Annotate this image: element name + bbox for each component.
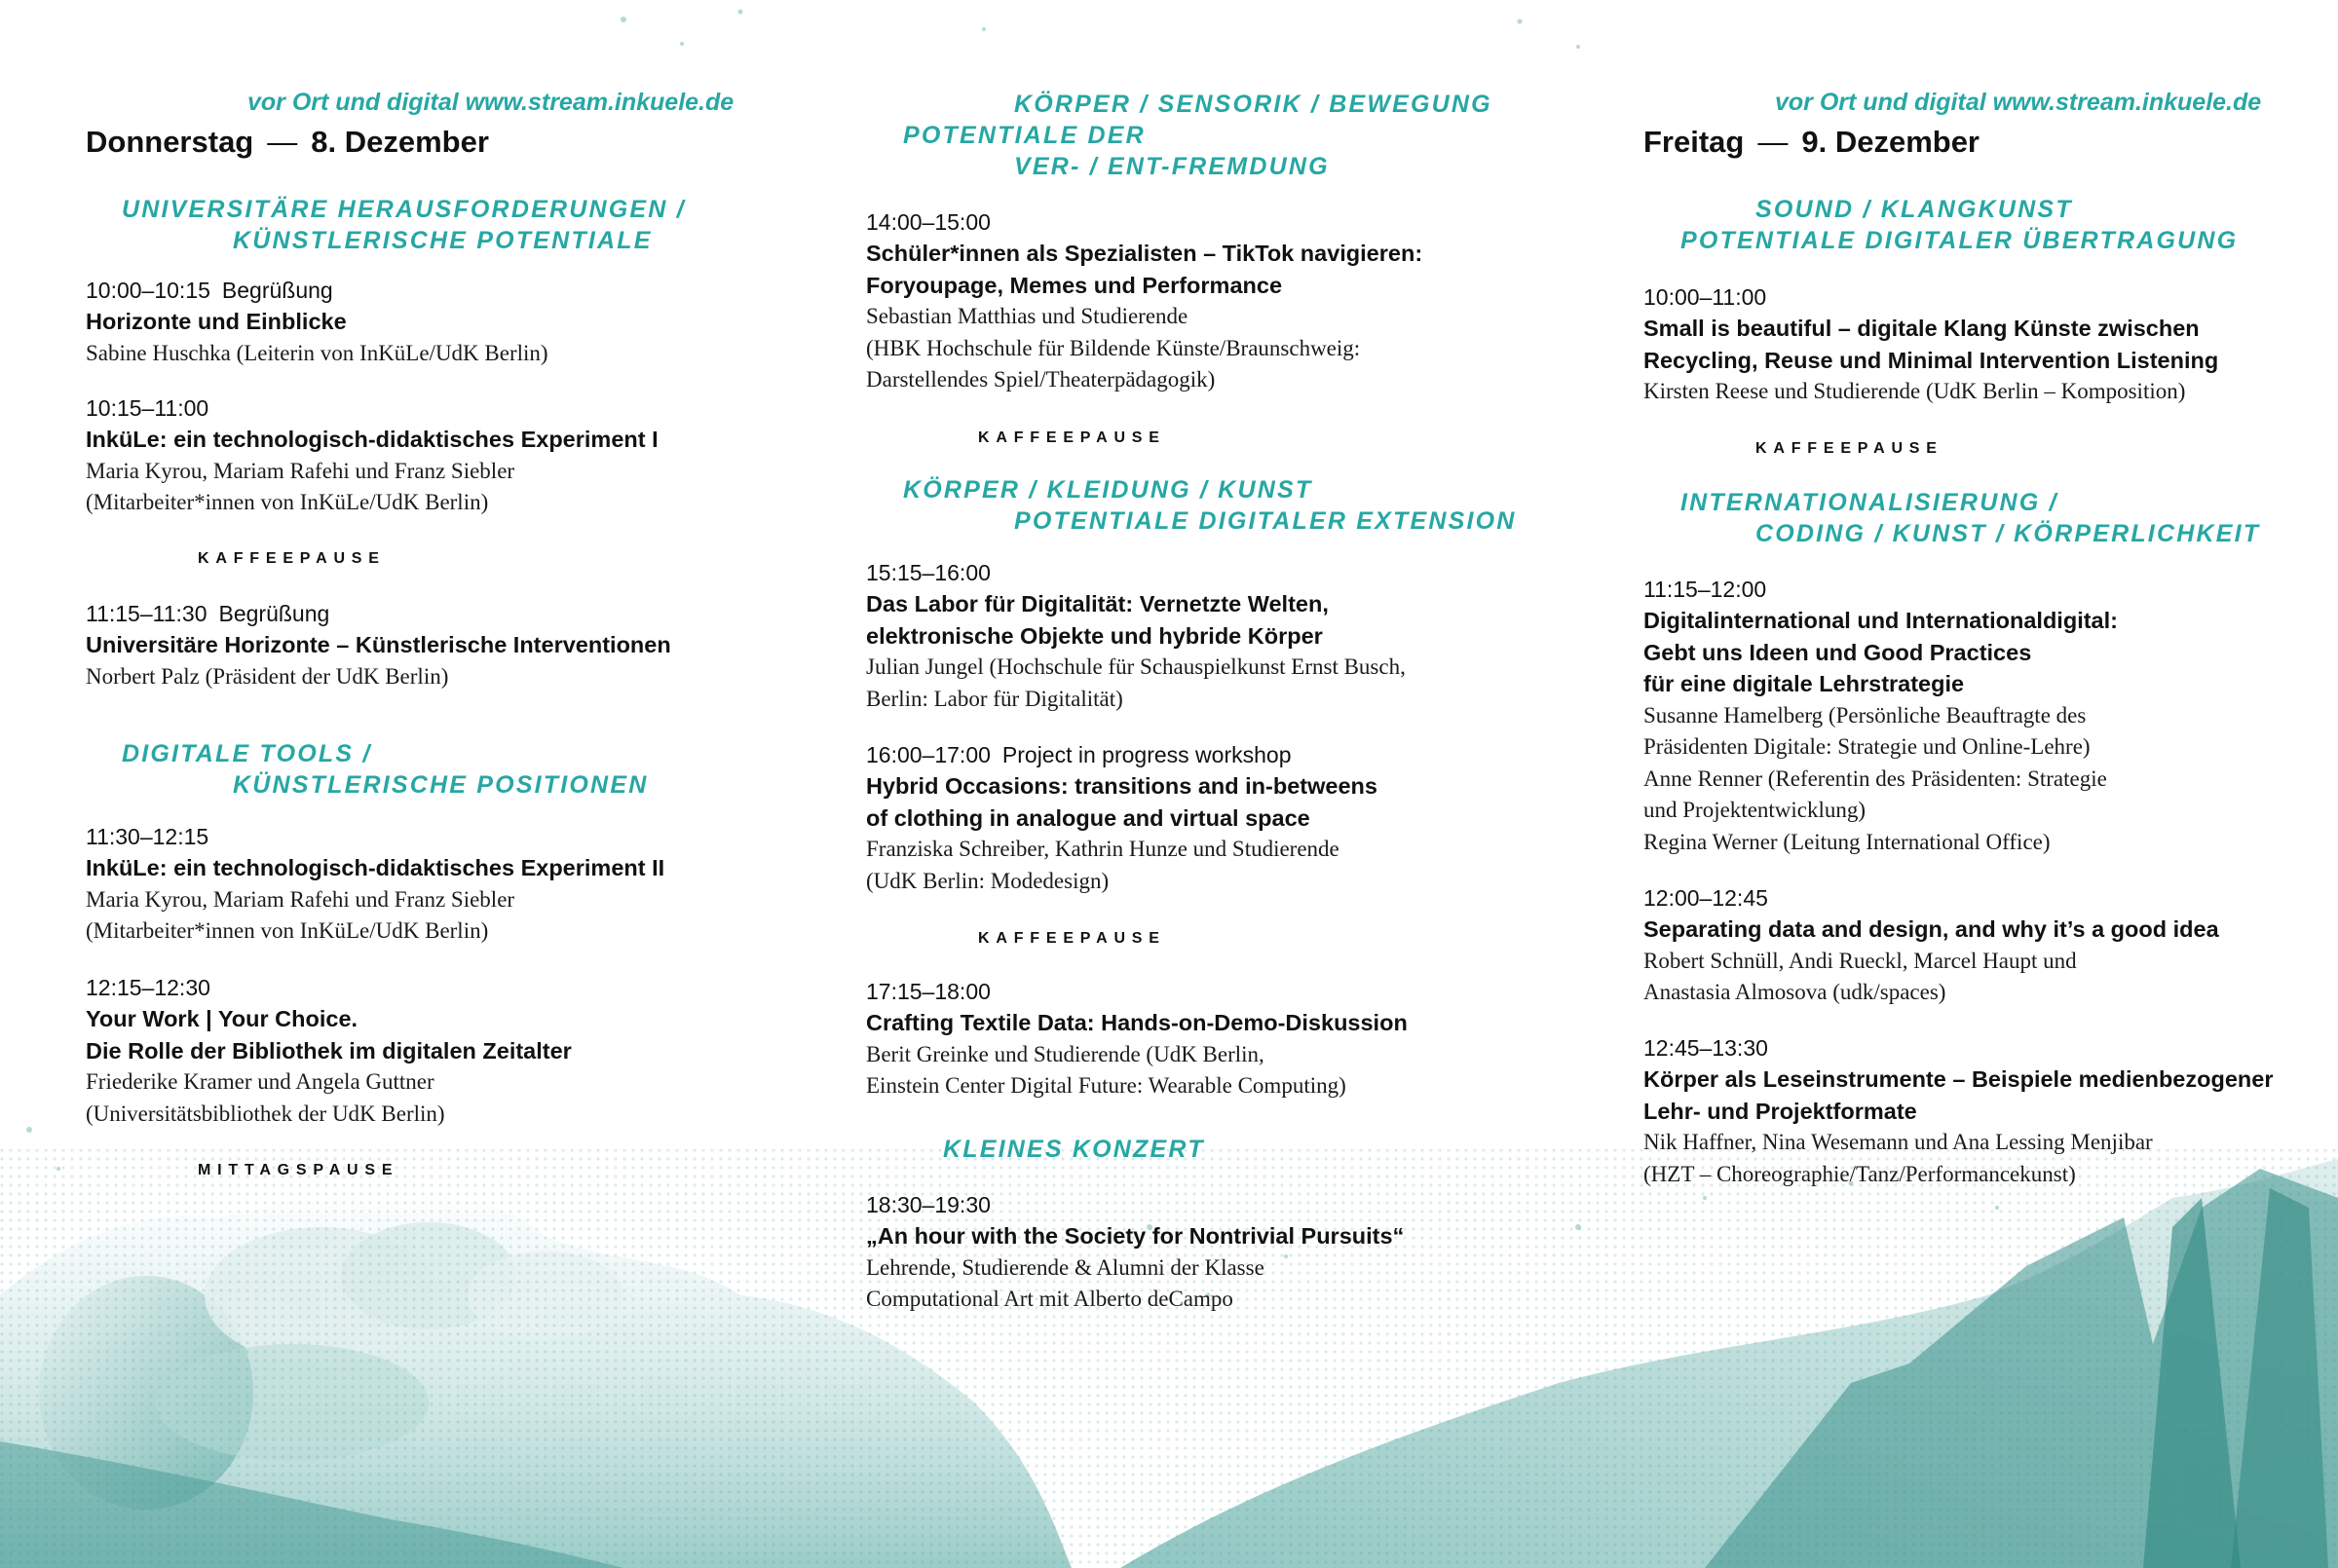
- session-people: [866, 301, 1422, 396]
- people-line: (UdK Berlin: Modedesign): [866, 868, 1110, 893]
- session-people: [86, 884, 664, 948]
- session-title: [866, 238, 1422, 301]
- session: [866, 557, 1406, 715]
- people-line: (Mitarbeiter*innen von InKüLe/UdK Berlin): [86, 490, 489, 514]
- people-line: Berit Greinke und Studierende (UdK Berlin,: [866, 1041, 1264, 1066]
- title-line: Small is beautiful – digitale Klang Künste zwischen: [1643, 316, 2200, 341]
- session-time: [1643, 882, 2219, 914]
- people-line: Norbert Palz (Präsident der UdK Berlin): [86, 663, 449, 689]
- section-line: POTENTIALE DIGITALER EXTENSION: [1014, 507, 1517, 535]
- section-line: KLEINES KONZERT: [943, 1136, 1205, 1163]
- title-line: Recycling, Reuse und Minimal Intervention Listening: [1643, 347, 2219, 373]
- people-line: Berlin: Labor für Digitalität): [866, 686, 1123, 711]
- title-line: Your Work | Your Choice.: [86, 1006, 358, 1031]
- people-line: Anne Renner (Referentin des Präsidenten: Strategie: [1643, 765, 2107, 791]
- session-people: [86, 338, 548, 370]
- people-line: Darstellendes Spiel/Theaterpädagogik): [866, 367, 1216, 392]
- people-line: Nik Haffner, Nina Wesemann und Ana Lessing Menjibar: [1643, 1130, 2153, 1154]
- people-line: (HBK Hochschule für Bildende Künste/Braunschweig:: [866, 335, 1361, 360]
- people-line: Franziska Schreiber, Kathrin Hunze und Studierende: [866, 837, 1339, 861]
- time-range: 12:15–12:30: [86, 975, 210, 1000]
- title-line: InküLe: ein technologisch-didaktisches Experiment II: [86, 855, 665, 880]
- title-line: für eine digitale Lehrstrategie: [1643, 671, 1965, 696]
- title-line: Crafting Textile Data: Hands-on-Demo-Diskussion: [866, 1010, 1408, 1035]
- session-title: [866, 1007, 1408, 1039]
- section-heading: [943, 1134, 1205, 1165]
- session-time: [866, 557, 1406, 588]
- time-range: 12:00–12:45: [1643, 885, 1768, 911]
- day-date: 9. Dezember: [1801, 125, 1980, 159]
- title-line: Schüler*innen als Spezialisten – TikTok navigieren:: [866, 241, 1423, 266]
- session: [86, 598, 671, 692]
- title-line: Lehr- und Projektformate: [1643, 1098, 1917, 1124]
- time-range: 11:15–12:00: [1643, 577, 1767, 602]
- title-line: Digitalinternational und Internationaldigital:: [1643, 608, 2118, 633]
- people-line: Anastasia Almosova (udk/spaces): [1643, 980, 1946, 1004]
- time-range: 14:00–15:00: [866, 209, 991, 235]
- people-line: (Mitarbeiter*innen von InKüLe/UdK Berlin): [86, 918, 489, 943]
- time-range: 11:30–12:15: [86, 824, 209, 849]
- section-line: DIGITALE TOOLS /: [122, 740, 372, 767]
- session-title: [1643, 914, 2219, 946]
- session-time: [1643, 1032, 2273, 1064]
- day-date: 8. Dezember: [311, 125, 489, 159]
- session-title: [866, 588, 1406, 652]
- people-line: Einstein Center Digital Future: Wearable Computing): [866, 1073, 1346, 1098]
- session: [866, 1189, 1404, 1316]
- session: [1643, 1032, 2273, 1190]
- title-line: Horizonte und Einblicke: [86, 309, 347, 334]
- section-heading: [122, 738, 648, 801]
- session-title: [86, 306, 548, 338]
- section-line: VER- / ENT-FREMDUNG: [1014, 153, 1330, 180]
- time-range: 12:45–13:30: [1643, 1035, 1768, 1061]
- session-time: [866, 739, 1377, 770]
- title-line: InküLe: ein technologisch-didaktisches Experiment I: [86, 427, 659, 452]
- people-line: Präsidenten Digitale: Strategie und Online-Lehre): [1643, 734, 2091, 759]
- session-title: [1643, 313, 2218, 376]
- session-people: [86, 661, 671, 693]
- location-note: vor Ort und digital www.stream.inkuele.de: [1775, 89, 2262, 116]
- session: [1643, 882, 2219, 1009]
- time-range: 10:00–10:15: [86, 278, 210, 303]
- day-heading: [86, 125, 489, 160]
- people-line: Computational Art mit Alberto deCampo: [866, 1287, 1233, 1311]
- session-people: [866, 652, 1406, 715]
- session-title: [86, 852, 664, 884]
- title-line: Das Labor für Digitalität: Vernetzte Welten,: [866, 591, 1329, 616]
- time-range: 10:15–11:00: [86, 395, 209, 421]
- time-range: 10:00–11:00: [1643, 284, 1767, 310]
- people-line: Sabine Huschka (Leiterin von InKüLe/UdK Berlin): [86, 340, 548, 365]
- people-line: Maria Kyrou, Mariam Rafehi und Franz Siebler: [86, 458, 515, 483]
- session-people: [866, 834, 1377, 897]
- title-line: Foryoupage, Memes und Performance: [866, 272, 1283, 298]
- session: [86, 972, 572, 1130]
- section-line: INTERNATIONALISIERUNG /: [1680, 489, 2058, 516]
- people-line: Maria Kyrou, Mariam Rafehi und Franz Siebler: [86, 886, 515, 912]
- section-line: KÖRPER / SENSORIK / BEWEGUNG: [1014, 91, 1492, 118]
- break-label: KAFFEEPAUSE: [1755, 440, 1943, 457]
- session-note: Begrüßung: [221, 278, 333, 303]
- session-title: [86, 1003, 572, 1066]
- title-line: Gebt uns Ideen und Good Practices: [1643, 639, 2032, 665]
- section-line: UNIVERSITÄRE HERAUSFORDERUNGEN /: [122, 196, 686, 223]
- session-people: [866, 1252, 1404, 1316]
- section-line: KÜNSTLERISCHE POSITIONEN: [233, 771, 649, 799]
- section-line: CODING / KUNST / KÖRPERLICHKEIT: [1755, 520, 2261, 547]
- session-time: [86, 821, 664, 852]
- session-people: [1643, 376, 2218, 408]
- people-line: Susanne Hamelberg (Persönliche Beauftragte des: [1643, 702, 2087, 728]
- break-label: KAFFEEPAUSE: [978, 429, 1166, 446]
- location-note: vor Ort und digital www.stream.inkuele.de: [247, 89, 735, 116]
- session-people: [1643, 1127, 2273, 1190]
- session-title: [866, 770, 1377, 834]
- time-range: 11:15–11:30: [86, 601, 207, 626]
- people-line: (Universitätsbibliothek der UdK Berlin): [86, 1101, 445, 1126]
- session: [86, 392, 659, 519]
- section-line: KÜNSTLERISCHE POTENTIALE: [233, 227, 653, 254]
- session: [86, 821, 664, 948]
- session-people: [86, 1066, 572, 1130]
- session-title: [86, 629, 671, 661]
- session-title: [1643, 605, 2118, 700]
- time-range: 17:15–18:00: [866, 979, 991, 1004]
- session-note: Begrüßung: [218, 601, 330, 626]
- session: [866, 976, 1408, 1102]
- section-heading: [122, 194, 686, 256]
- people-line: (HZT – Choreographie/Tanz/Performancekunst): [1643, 1161, 2076, 1186]
- session-time: [1643, 281, 2218, 313]
- section-line: POTENTIALE DER: [903, 122, 1146, 149]
- title-line: Körper als Leseinstrumente – Beispiele medienbezogener: [1643, 1066, 2274, 1092]
- people-line: Robert Schnüll, Andi Rueckl, Marcel Haupt und: [1643, 948, 2077, 973]
- time-range: 18:30–19:30: [866, 1192, 991, 1217]
- title-line: „An hour with the Society for Nontrivial Pursuits“: [866, 1223, 1405, 1249]
- people-line: Sebastian Matthias und Studierende: [866, 304, 1188, 328]
- section-heading: [866, 474, 1517, 537]
- section-heading: [1680, 194, 2238, 256]
- session-people: [86, 456, 659, 519]
- section-line: POTENTIALE DIGITALER ÜBERTRAGUNG: [1680, 227, 2239, 254]
- section-line: SOUND / KLANGKUNST: [1755, 196, 2073, 223]
- title-line: of clothing in analogue and virtual space: [866, 804, 1310, 831]
- session-title: [866, 1220, 1404, 1252]
- session-time: [86, 598, 671, 629]
- people-line: und Projektentwicklung): [1643, 798, 1867, 822]
- session-title: [86, 424, 659, 456]
- session: [866, 206, 1422, 396]
- people-line: Kirsten Reese und Studierende (UdK Berlin – Komposition): [1643, 379, 2186, 403]
- title-line: Separating data and design, and why it’s a good idea: [1643, 916, 2219, 942]
- session: [866, 739, 1377, 897]
- session-people: [1643, 700, 2118, 859]
- day-separator: —: [1757, 125, 1789, 159]
- break-label: KAFFEEPAUSE: [198, 550, 386, 567]
- break-label: KAFFEEPAUSE: [978, 930, 1166, 947]
- people-line: Friederike Kramer und Angela Guttner: [86, 1069, 434, 1094]
- section-heading: [866, 89, 1492, 182]
- session-time: [86, 972, 572, 1003]
- title-line: Die Rolle der Bibliothek im digitalen Zeitalter: [86, 1037, 572, 1064]
- session-time: [866, 1189, 1404, 1220]
- session-note: Project in progress workshop: [1001, 742, 1292, 767]
- title-line: elektronische Objekte und hybride Körper: [866, 622, 1323, 649]
- day-name: Donnerstag: [86, 125, 254, 159]
- session-time: [86, 275, 548, 306]
- session-title: [1643, 1064, 2273, 1127]
- people-line: Regina Werner (Leitung International Office): [1643, 829, 2051, 854]
- day-name: Freitag: [1643, 125, 1745, 159]
- break-label: MITTAGSPAUSE: [198, 1162, 399, 1178]
- session: [86, 275, 548, 369]
- session-people: [1643, 946, 2219, 1009]
- people-line: Julian Jungel (Hochschule für Schauspielkunst Ernst Busch,: [866, 654, 1406, 679]
- session-people: [866, 1039, 1408, 1102]
- session: [1643, 281, 2218, 408]
- session-time: [866, 206, 1422, 238]
- title-line: Hybrid Occasions: transitions and in-betweens: [866, 773, 1377, 799]
- people-line: Lehrende, Studierende & Alumni der Klasse: [866, 1254, 1264, 1280]
- day-heading: [1643, 125, 1980, 160]
- section-line: KÖRPER / KLEIDUNG / KUNST: [903, 476, 1313, 504]
- time-range: 15:15–16:00: [866, 560, 991, 585]
- day-separator: —: [267, 125, 298, 159]
- session: [1643, 574, 2118, 858]
- title-line: Universitäre Horizonte – Künstlerische Interventionen: [86, 632, 671, 657]
- section-heading: [1680, 487, 2260, 549]
- time-range: 16:00–17:00: [866, 742, 991, 767]
- session-time: [1643, 574, 2118, 605]
- session-time: [866, 976, 1408, 1007]
- session-time: [86, 392, 659, 424]
